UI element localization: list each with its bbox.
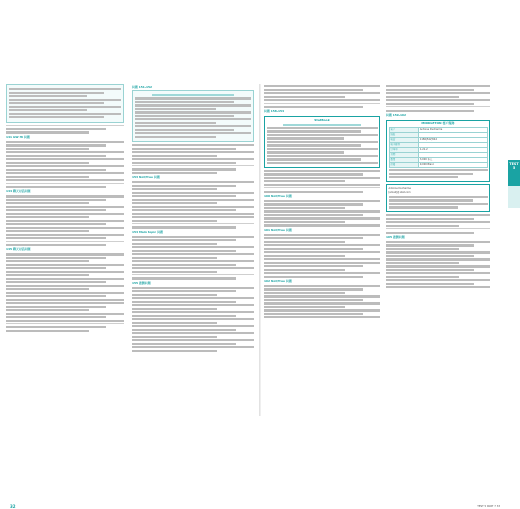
- question-141-head: 141 GW Hi 问题: [6, 134, 30, 139]
- question-151-head: 问题 151-152: [132, 85, 153, 89]
- test-side-tab: TEST 5: [508, 160, 520, 186]
- form-field-value: 9,000 Blanc: [418, 163, 487, 168]
- question-144-head: 144 聊天对话问题: [6, 189, 31, 194]
- order-form-box: [386, 120, 490, 183]
- form-field-label: 电话: [389, 138, 418, 143]
- form-field-value: 1-21-2: [418, 148, 487, 153]
- form-field-label: 地址: [389, 133, 418, 138]
- question-155-head: 155 推测问题: [132, 280, 151, 285]
- right-page-footer: TEST 5 PART 7 33: [477, 505, 500, 508]
- question-145-head: 145 聊天对话问题: [6, 247, 31, 252]
- left-page-number: 32: [10, 504, 16, 509]
- order-form-table: [389, 127, 488, 168]
- form-field-label: 价格: [389, 163, 418, 168]
- question-153-head: 153 Not/True 问题: [132, 175, 160, 180]
- question-154-head: 154 Main topic 问题: [132, 229, 163, 234]
- form-field-label: 数量: [389, 158, 418, 163]
- form-field-label: 客户: [389, 128, 418, 133]
- form-field-label: 订单号: [389, 148, 418, 153]
- page-gutter: [259, 84, 261, 416]
- reply-box: [386, 184, 490, 212]
- form-field-value: 1186(542)542: [418, 138, 487, 143]
- form-row: [389, 163, 487, 168]
- form-field-value: 3,000 本人: [418, 158, 487, 163]
- form-field-label: 电子邮件: [389, 143, 418, 148]
- middleton-title: MIDDLETON 客户服务: [421, 121, 455, 126]
- left-page-column-1: [6, 84, 124, 416]
- form-field-label: 日期: [389, 153, 418, 158]
- contact-name: Antoine Ducharme: [388, 186, 411, 190]
- right-page-column-2: [386, 84, 490, 416]
- question-159-head: 问题 159-162: [386, 112, 407, 117]
- email-address: [email]@ stat.com: [388, 190, 411, 194]
- test-side-tab-secondary: [508, 186, 520, 208]
- notice-box: [132, 90, 254, 142]
- question-160-head: 160 Not/True 问题: [264, 193, 292, 198]
- form-field-value: Antoine Ducharme: [418, 128, 487, 133]
- statbook-box: [264, 116, 380, 168]
- chat-box: [6, 84, 124, 123]
- vocab-note: [6, 125, 124, 134]
- left-page-column-2: [132, 84, 254, 416]
- question-161-head: 161 Not/True 问题: [264, 227, 292, 232]
- question-162-head: 162 Not/True 问题: [264, 278, 292, 283]
- question-165-head: 165 推测问题: [386, 234, 405, 239]
- company-name: StatBook: [314, 117, 330, 122]
- right-page-column-1: [264, 84, 380, 416]
- question-158-head: 问题 158-154: [264, 109, 285, 114]
